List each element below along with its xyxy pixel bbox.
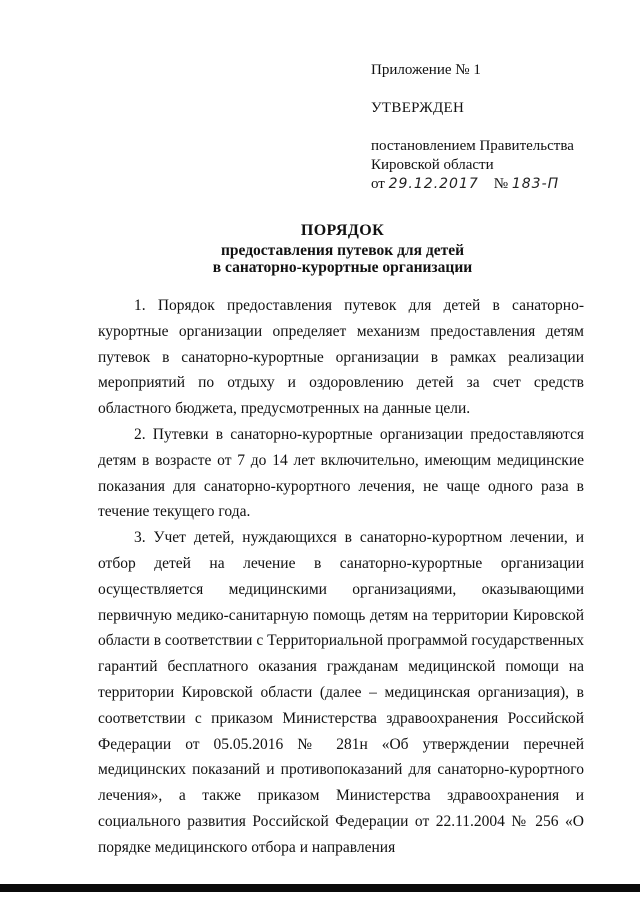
document-title: ПОРЯДОК	[300, 222, 385, 239]
paragraph-1: 1. Порядок предоставления путевок для детей в санаторно-курортные организации определяет механизм предоставления детям путевок в санаторно-курортные организации в рамках реализации мероприятий по отдыху и оздоровлению детей за счет средств областного бюджета, предусмотренных на данные цели.	[98, 297, 584, 418]
paragraph-3: 3. Учет детей, нуждающихся в санаторно-курортном лечении, и отбор детей на лечение в санаторно-курортные организации осуществляется медицинскими организациями, оказывающими первичную медико-санитарную помощь детям на территории Кировской области в соответствии с Территориальной программой государственных гарантий бесплатного оказания гражданам медицинской помощи на территории Кировской области (далее – медицинская организация), в соответствии с приказом Министерства здравоохранения Российской Федерации от 05.05.2016 № 281н «Об утверждении перечней медицинских показаний и противопоказаний для санаторно-курортного лечения», а также приказом Министерства здравоохранения и социального развития Российской Федерации от 22.11.2004 № 256 «О порядке медицинского отбора и направления	[98, 529, 584, 856]
decree-line-1: постановлением Правительства	[371, 138, 574, 154]
handwritten-number: 183-П	[511, 176, 560, 192]
date-prefix: от	[371, 176, 385, 192]
paragraph-2: 2. Путевки в санаторно-курортные организации предоставляются детям в возрасте от 7 до 14 лет включительно, имеющим медицинские показания для санаторно-курортного лечения, не чаще одного раза в течение текущего года.	[98, 425, 584, 521]
scan-bottom-edge	[0, 884, 640, 892]
approval-block	[371, 61, 626, 194]
document-subtitle-line-2: в санаторно-курортные организации	[212, 259, 473, 276]
decree-line-2: Кировской области	[371, 157, 494, 173]
number-prefix: №	[493, 176, 509, 192]
appendix-label: Приложение № 1	[371, 62, 481, 78]
document-body	[98, 293, 584, 861]
document-heading	[90, 222, 595, 277]
document-subtitle-line-1: предоставления путевок для детей	[220, 241, 465, 259]
approved-label: УТВЕРЖДЕН	[371, 100, 465, 116]
decree-date-line	[371, 175, 626, 194]
handwritten-date: 29.12.2017	[388, 176, 479, 192]
